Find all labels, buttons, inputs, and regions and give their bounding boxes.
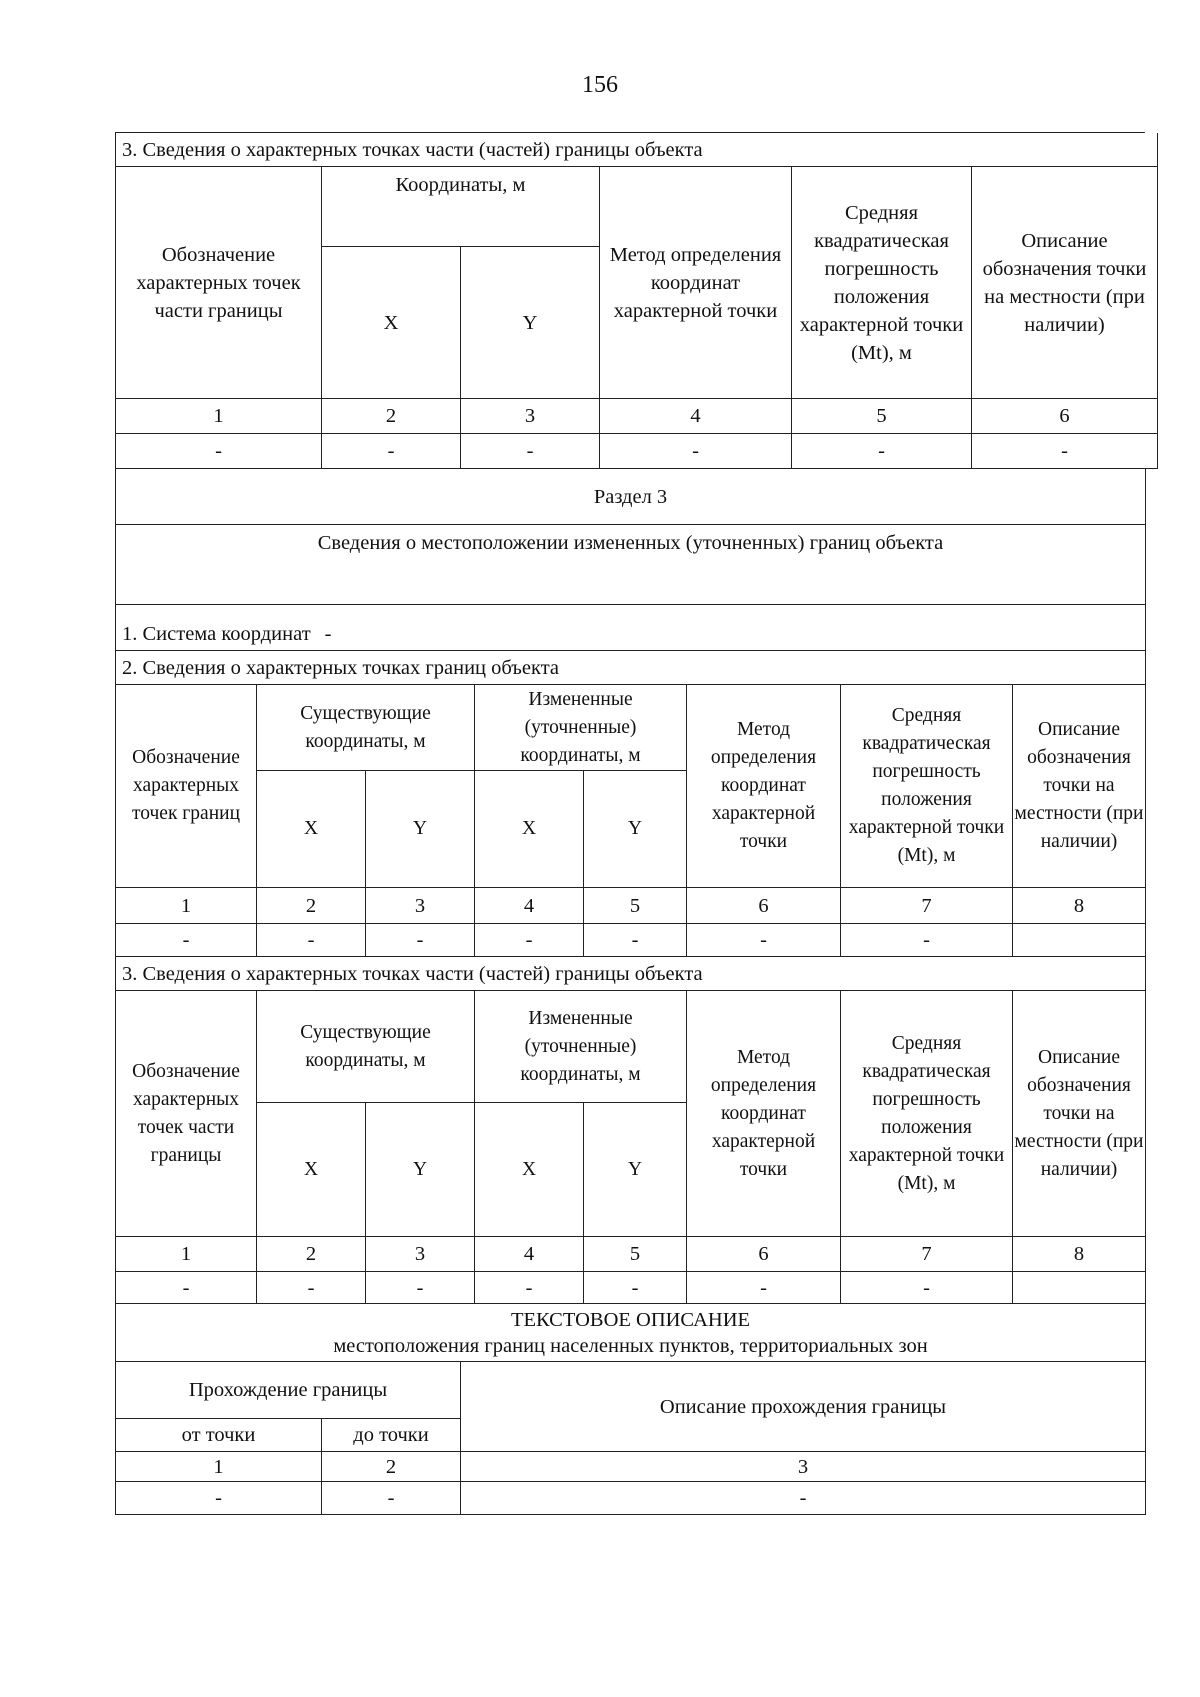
- cadastral-form: [115, 132, 1145, 1515]
- header-existing-coordinates: Существующие координаты, м: [257, 991, 475, 1103]
- table-cell: -: [257, 1272, 366, 1304]
- header-x: X: [475, 771, 584, 888]
- table-cell: -: [584, 1272, 687, 1304]
- header-x: X: [257, 1103, 366, 1237]
- header-passage-description: Описание прохождения границы: [461, 1362, 1146, 1452]
- column-number: 2: [322, 1452, 461, 1482]
- column-number: 1: [116, 1452, 322, 1482]
- table-cell: -: [461, 434, 600, 469]
- column-number: 1: [116, 1237, 257, 1272]
- section-subtitle: [116, 525, 1146, 605]
- table-cell: -: [257, 924, 366, 957]
- table-cell: -: [322, 1482, 461, 1515]
- header-point-designation: Обозначение характерных точек части границы: [116, 167, 322, 399]
- table-cell: -: [600, 434, 792, 469]
- table-cell: -: [322, 434, 461, 469]
- table-cell: -: [116, 434, 322, 469]
- table-part-boundary-points: [115, 132, 1145, 469]
- column-number: 3: [461, 1452, 1146, 1482]
- section-subtitle-text: Сведения о местоположении измененных (уточненных) границ объекта: [317, 532, 944, 554]
- column-number: 2: [257, 888, 366, 924]
- column-number: 4: [475, 888, 584, 924]
- column-number: 3: [366, 888, 475, 924]
- column-number: 3: [366, 1237, 475, 1272]
- coordinate-system-row: [116, 605, 1146, 651]
- table-cell: -: [475, 924, 584, 957]
- table-cell: -: [792, 434, 972, 469]
- header-point-designation: Обозначение характерных точек границ: [116, 685, 257, 888]
- header-mean-error: Средняя квадратическая погрешность положения характерной точки (Mt), м: [792, 167, 972, 399]
- column-number: 1: [116, 888, 257, 924]
- table-cell: -: [584, 924, 687, 957]
- column-number: 3: [461, 399, 600, 434]
- column-number: 6: [972, 399, 1158, 434]
- table-cell: -: [116, 1272, 257, 1304]
- table-cell: -: [366, 1272, 475, 1304]
- column-number: 8: [1013, 1237, 1146, 1272]
- table-cell: [1013, 1272, 1146, 1304]
- header-changed-coordinates: Измененные (уточненные) координаты, м: [475, 685, 687, 771]
- table-part-boundary-points-changed: [115, 991, 1145, 1304]
- header-boundary-passage: Прохождение границы: [116, 1362, 461, 1419]
- column-number: 6: [687, 888, 841, 924]
- header-x: X: [322, 247, 461, 399]
- table-cell: -: [461, 1482, 1146, 1515]
- table-cell: -: [116, 924, 257, 957]
- table-cell: -: [841, 924, 1013, 957]
- header-y: Y: [584, 771, 687, 888]
- header-point-designation: Обозначение характерных точек части границы: [116, 991, 257, 1237]
- header-changed-coordinates: Измененные (уточненные) координаты, м: [475, 991, 687, 1103]
- table-cell: [1013, 924, 1146, 957]
- table-cell: -: [475, 1272, 584, 1304]
- column-number: 5: [792, 399, 972, 434]
- header-mean-error: Средняя квадратическая погрешность положения характерной точки (Mt), м: [841, 991, 1013, 1237]
- header-method: Метод определения координат характерной точки: [687, 685, 841, 888]
- header-description: Описание обозначения точки на местности (при наличии): [972, 167, 1158, 399]
- text-description-title: ТЕКСТОВОЕ ОПИСАНИЕ: [510, 1308, 751, 1331]
- table-cell: -: [116, 1482, 322, 1515]
- header-x: X: [475, 1103, 584, 1237]
- section-heading: 3. Сведения о характерных точках части (частей) границы объекта: [116, 957, 1146, 991]
- column-number: 1: [116, 399, 322, 434]
- column-number: 2: [257, 1237, 366, 1272]
- header-coordinates: Координаты, м: [322, 167, 600, 247]
- header-existing-coordinates: Существующие координаты, м: [257, 685, 475, 771]
- text-description-title-block: [116, 1304, 1146, 1362]
- header-y: Y: [366, 771, 475, 888]
- column-number: 5: [584, 1237, 687, 1272]
- header-y: Y: [584, 1103, 687, 1237]
- column-number: 2: [322, 399, 461, 434]
- header-to-point: до точки: [322, 1419, 461, 1452]
- header-description: Описание обозначения точки на местности (при наличии): [1013, 991, 1146, 1237]
- header-y: Y: [461, 247, 600, 399]
- header-method: Метод определения координат характерной точки: [600, 167, 792, 399]
- header-method: Метод определения координат характерной точки: [687, 991, 841, 1237]
- text-description-subtitle: местоположения границ населенных пунктов, территориальных зон: [333, 1334, 928, 1357]
- coordinate-system-label: 1. Система координат: [122, 623, 311, 645]
- section-c-heading-row: [115, 957, 1145, 991]
- column-number: 7: [841, 888, 1013, 924]
- table-boundary-passage: [115, 1362, 1145, 1515]
- coordinate-system-value: -: [324, 623, 332, 645]
- table-cell: -: [972, 434, 1158, 469]
- table-cell: -: [841, 1272, 1013, 1304]
- table-cell: -: [687, 1272, 841, 1304]
- column-number: 6: [687, 1237, 841, 1272]
- column-number: 4: [600, 399, 792, 434]
- page-number: 156: [582, 72, 618, 98]
- header-x: X: [257, 771, 366, 888]
- text-description-heading: [115, 1304, 1145, 1362]
- section-heading: 3. Сведения о характерных точках части (частей) границы объекта: [116, 133, 1158, 167]
- table-boundary-points: [115, 685, 1145, 957]
- section3-block: [115, 469, 1145, 685]
- column-number: 7: [841, 1237, 1013, 1272]
- table-cell: -: [687, 924, 841, 957]
- section-heading: 2. Сведения о характерных точках границ объекта: [116, 651, 1146, 685]
- header-mean-error: Средняя квадратическая погрешность положения характерной точки (Mt), м: [841, 685, 1013, 888]
- section-title: Раздел 3: [116, 469, 1146, 525]
- header-from-point: от точки: [116, 1419, 322, 1452]
- column-number: 5: [584, 888, 687, 924]
- column-number: 8: [1013, 888, 1146, 924]
- header-description: Описание обозначения точки на местности (при наличии): [1013, 685, 1146, 888]
- table-cell: -: [366, 924, 475, 957]
- column-number: 4: [475, 1237, 584, 1272]
- header-y: Y: [366, 1103, 475, 1237]
